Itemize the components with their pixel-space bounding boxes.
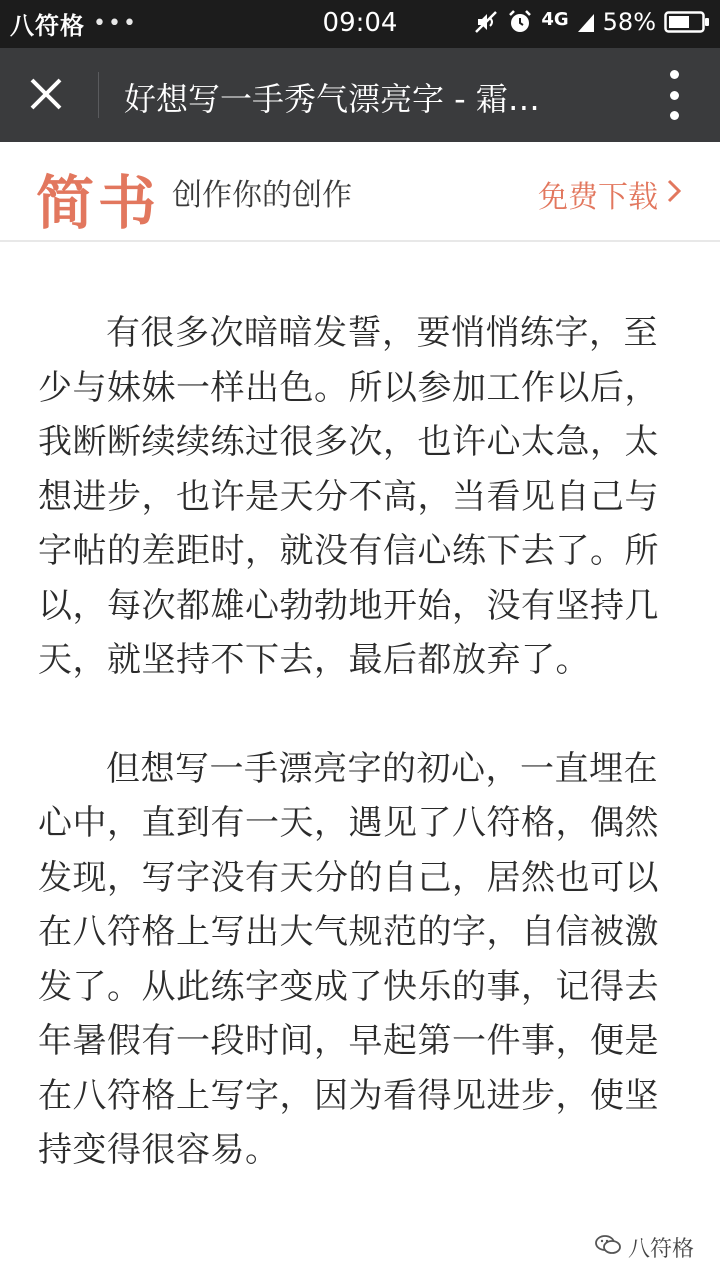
alarm-icon bbox=[507, 9, 533, 35]
slogan: 创作你的创作 bbox=[172, 178, 352, 213]
battery-percent: 58% bbox=[602, 8, 656, 36]
title-divider bbox=[98, 72, 99, 118]
watermark-text: 八符格 bbox=[627, 1237, 694, 1262]
status-right bbox=[473, 8, 710, 36]
mute-icon bbox=[473, 9, 499, 35]
close-icon bbox=[29, 77, 63, 115]
close-button[interactable] bbox=[18, 68, 74, 124]
more-dot bbox=[670, 91, 679, 100]
download-label: 免费下载 bbox=[538, 180, 658, 215]
more-menu-button[interactable] bbox=[662, 70, 686, 120]
status-time: 09:04 bbox=[322, 8, 398, 38]
free-download-link[interactable] bbox=[538, 172, 682, 216]
site-header bbox=[0, 142, 720, 242]
battery-icon bbox=[664, 10, 710, 34]
page-title: 好想写一手秀气漂亮字 - 霜… bbox=[124, 80, 540, 118]
watermark bbox=[594, 1232, 694, 1263]
network-type: 4G bbox=[541, 8, 569, 30]
signal-icon bbox=[577, 11, 595, 33]
article-paragraph: 有很多次暗暗发誓，要悄悄练字，至少与妹妹一样出色。所以参加工作以后，我断断续续练过很多次，也许心太急，太想进步，也许是天分不高，当看见自己与字帖的差距时，就没有信心练下去了。所以，每次都雄心勃勃地开始，没有坚持几天，就坚持不下去，最后都放弃了。 bbox=[38, 313, 659, 680]
article-body bbox=[38, 306, 688, 1178]
wechat-icon bbox=[594, 1233, 622, 1263]
notification-dots: ••• bbox=[93, 11, 138, 36]
status-app-name: 八符格 bbox=[10, 11, 85, 40]
jianshu-logo[interactable]: 简书 bbox=[36, 169, 161, 237]
status-bar bbox=[0, 0, 720, 48]
more-vertical-icon bbox=[670, 70, 679, 79]
chevron-right-icon bbox=[666, 177, 682, 212]
article-paragraph: 但想写一手漂亮字的初心，一直埋在心中，直到有一天，遇见了八符格，偶然发现，写字没有天分的自己，居然也可以在八符格上写出大气规范的字，自信被激发了。从此练字变成了快乐的事，记得去年暑假有一段时间，早起第一件事，便是在八符格上写字，因为看得见进步，使坚持变得很容易。 bbox=[38, 748, 659, 1170]
more-dot bbox=[670, 111, 679, 120]
title-bar bbox=[0, 48, 720, 142]
